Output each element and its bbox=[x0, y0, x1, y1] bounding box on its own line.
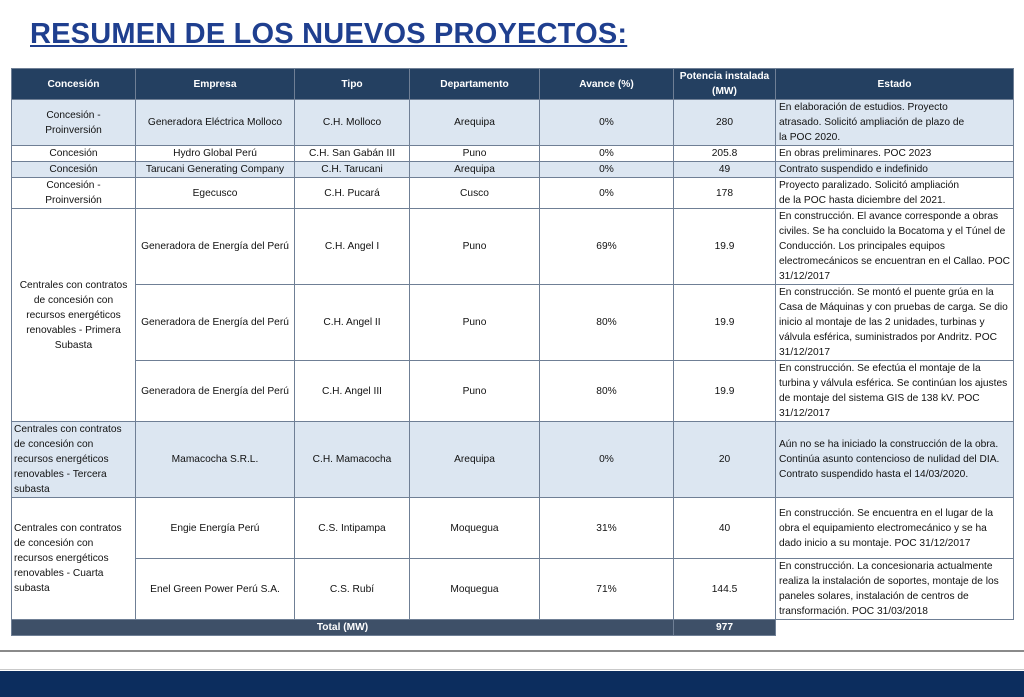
tipo-cell: C.H. Molloco bbox=[295, 100, 410, 146]
concesion-line: Concesión - bbox=[46, 109, 101, 121]
total-empty-cell bbox=[776, 620, 1014, 636]
table-row bbox=[12, 178, 1014, 209]
estado-line: En construcción. El avance corresponde a obras bbox=[779, 211, 999, 222]
estado-line: Conducción. Los principales equipos bbox=[779, 241, 945, 252]
table-row bbox=[12, 162, 1014, 178]
header-avance: Avance (%) bbox=[540, 69, 674, 100]
estado-line: la POC 2020. bbox=[779, 132, 841, 143]
potencia-cell: 178 bbox=[674, 178, 776, 209]
total-label: Total (MW) bbox=[12, 620, 674, 636]
departamento-cell: Puno bbox=[410, 209, 540, 285]
empresa-cell: Hydro Global Perú bbox=[136, 146, 295, 162]
avance-cell: 69% bbox=[540, 209, 674, 285]
concesion-line: Concesión - bbox=[46, 180, 101, 191]
concesion-cell bbox=[12, 100, 136, 146]
estado-line: paneles solares, instalación de centros de bbox=[779, 591, 969, 602]
concesion-line: recursos energéticos bbox=[14, 553, 109, 564]
departamento-cell: Puno bbox=[410, 361, 540, 422]
tipo-cell: C.H. Angel I bbox=[295, 209, 410, 285]
concesion-line: subasta bbox=[14, 484, 50, 495]
estado-cell bbox=[776, 361, 1014, 422]
tipo-cell: C.H. Mamacocha bbox=[295, 422, 410, 498]
tipo-cell: C.H. Angel II bbox=[295, 285, 410, 361]
header-potencia bbox=[674, 69, 776, 100]
header-potencia-line-1: Potencia instalada bbox=[679, 71, 770, 82]
tipo-cell: C.H. Angel III bbox=[295, 361, 410, 422]
header-potencia-line-2: (MW) bbox=[712, 86, 737, 97]
footer-bar bbox=[0, 671, 1024, 697]
empresa-cell: Generadora de Energía del Perú bbox=[136, 209, 295, 285]
concesion-cell bbox=[12, 422, 136, 498]
estado-line: civiles. Se ha concluido la Bocatoma y el Túnel de bbox=[779, 226, 1006, 237]
potencia-cell: 19.9 bbox=[674, 361, 776, 422]
avance-cell: 71% bbox=[540, 559, 674, 620]
avance-cell: 0% bbox=[540, 162, 674, 178]
estado-line: obra el equipamiento electromecánico y se ha bbox=[779, 522, 987, 534]
departamento-cell: Moquegua bbox=[410, 559, 540, 620]
estado-line: Proyecto paralizado. Solicitó ampliación bbox=[779, 180, 960, 191]
estado-line: 31/12/2017 bbox=[779, 408, 830, 419]
tipo-cell: C.H. Pucará bbox=[295, 178, 410, 209]
estado-line: En elaboración de estudios. Proyecto bbox=[779, 102, 948, 113]
header-row bbox=[12, 69, 1014, 100]
concesion-line: de concesión con bbox=[33, 294, 114, 306]
table-row bbox=[12, 498, 1014, 559]
concesion-line: renovables - Primera bbox=[26, 324, 121, 336]
potencia-cell: 280 bbox=[674, 100, 776, 146]
estado-cell bbox=[776, 422, 1014, 498]
table-row bbox=[12, 209, 1014, 285]
concesion-line: de concesión con bbox=[14, 439, 94, 450]
table-row bbox=[12, 146, 1014, 162]
estado-line: atrasado. Solicitó ampliación de plazo de bbox=[779, 117, 965, 128]
concesion-line: renovables - Cuarta bbox=[14, 568, 104, 579]
estado-cell: Contrato suspendido e indefinido bbox=[776, 162, 1014, 178]
estado-cell bbox=[776, 178, 1014, 209]
avance-cell: 0% bbox=[540, 100, 674, 146]
estado-line: Casa de Máquinas y con pruebas de carga. Se dio bbox=[779, 302, 1008, 313]
estado-line: inicio al montaje de las 2 unidades, turbinas y bbox=[779, 317, 985, 328]
departamento-cell: Moquegua bbox=[410, 498, 540, 559]
concesion-line: Subasta bbox=[54, 339, 93, 351]
potencia-cell: 20 bbox=[674, 422, 776, 498]
total-row bbox=[12, 620, 1014, 636]
potencia-cell: 19.9 bbox=[674, 285, 776, 361]
empresa-cell: Generadora de Energía del Perú bbox=[136, 361, 295, 422]
projects-table bbox=[11, 68, 1014, 636]
header-departamento: Departamento bbox=[410, 69, 540, 100]
estado-cell bbox=[776, 209, 1014, 285]
concesion-line: subasta bbox=[14, 583, 50, 594]
avance-cell: 31% bbox=[540, 498, 674, 559]
concesion-cell: Concesión bbox=[12, 162, 136, 178]
header-tipo: Tipo bbox=[295, 69, 410, 100]
concesion-line: de concesión con bbox=[14, 538, 94, 549]
empresa-cell: Generadora de Energía del Perú bbox=[136, 285, 295, 361]
avance-cell: 80% bbox=[540, 361, 674, 422]
concesion-cell bbox=[12, 209, 136, 422]
tipo-cell: C.H. San Gabán III bbox=[295, 146, 410, 162]
empresa-cell: Egecusco bbox=[136, 178, 295, 209]
estado-cell bbox=[776, 498, 1014, 559]
concesion-line: renovables - Tercera bbox=[14, 469, 107, 480]
table-row bbox=[12, 285, 1014, 361]
departamento-cell: Arequipa bbox=[410, 100, 540, 146]
avance-cell: 80% bbox=[540, 285, 674, 361]
page-title: RESUMEN DE LOS NUEVOS PROYECTOS: bbox=[30, 18, 628, 50]
empresa-cell: Mamacocha S.R.L. bbox=[136, 422, 295, 498]
estado-line: dado inicio a su montaje. POC 31/12/2017 bbox=[779, 537, 971, 549]
estado-cell bbox=[776, 100, 1014, 146]
concesion-cell: Concesión bbox=[12, 146, 136, 162]
estado-cell: En obras preliminares. POC 2023 bbox=[776, 146, 1014, 162]
avance-cell: 0% bbox=[540, 422, 674, 498]
estado-line: turbina y válvula esférica. Se continúan los ajustes bbox=[779, 378, 1008, 389]
departamento-cell: Puno bbox=[410, 146, 540, 162]
estado-line: Aún no se ha iniciado la construcción de la obra. bbox=[779, 439, 999, 450]
concesion-line: recursos energéticos bbox=[26, 309, 121, 321]
table-row bbox=[12, 422, 1014, 498]
estado-line: En construcción. Se efectúa el montaje de la bbox=[779, 363, 981, 374]
potencia-cell: 205.8 bbox=[674, 146, 776, 162]
empresa-cell: Tarucani Generating Company bbox=[136, 162, 295, 178]
estado-line: válvula esférica, suministrados por Andritz. POC bbox=[779, 332, 997, 343]
estado-line: En construcción. La concesionaria actualmente bbox=[779, 561, 993, 572]
estado-line: transformación. POC 31/03/2018 bbox=[779, 606, 928, 617]
tipo-cell: C.S. Intipampa bbox=[295, 498, 410, 559]
estado-cell bbox=[776, 285, 1014, 361]
potencia-cell: 144.5 bbox=[674, 559, 776, 620]
empresa-cell: Enel Green Power Perú S.A. bbox=[136, 559, 295, 620]
concesion-line: Proinversión bbox=[45, 124, 102, 136]
estado-line: En construcción. Se montó el puente grúa en la bbox=[779, 287, 994, 298]
departamento-cell: Arequipa bbox=[410, 422, 540, 498]
potencia-cell: 40 bbox=[674, 498, 776, 559]
estado-line: realiza la instalación de soportes, montaje de los bbox=[779, 576, 999, 587]
header-estado: Estado bbox=[776, 69, 1014, 100]
departamento-cell: Cusco bbox=[410, 178, 540, 209]
departamento-cell: Arequipa bbox=[410, 162, 540, 178]
tipo-cell: C.S. Rubí bbox=[295, 559, 410, 620]
header-concesion: Concesión bbox=[12, 69, 136, 100]
empresa-cell: Engie Energía Perú bbox=[136, 498, 295, 559]
estado-line: electromecánicos se encuentran en el Callao. POC bbox=[779, 256, 1011, 267]
estado-cell bbox=[776, 559, 1014, 620]
avance-cell: 0% bbox=[540, 146, 674, 162]
concesion-line: recursos energéticos bbox=[14, 454, 109, 465]
header-empresa: Empresa bbox=[136, 69, 295, 100]
potencia-cell: 19.9 bbox=[674, 209, 776, 285]
table-row bbox=[12, 100, 1014, 146]
empresa-cell: Generadora Eléctrica Molloco bbox=[136, 100, 295, 146]
estado-line: de la POC hasta diciembre del 2021. bbox=[779, 195, 946, 206]
estado-line: Contrato suspendido hasta el 14/03/2020. bbox=[779, 469, 969, 480]
total-value: 977 bbox=[674, 620, 776, 636]
estado-line: 31/12/2017 bbox=[779, 347, 830, 358]
concesion-cell bbox=[12, 498, 136, 620]
footer-divider bbox=[0, 650, 1024, 670]
concesion-line: Proinversión bbox=[45, 195, 102, 206]
avance-cell: 0% bbox=[540, 178, 674, 209]
estado-line: Continúa asunto contencioso de nulidad del DIA. bbox=[779, 454, 1000, 465]
concesion-line: Centrales con contratos bbox=[14, 523, 122, 534]
estado-line: de montaje del sistema GIS de 138 kV. POC bbox=[779, 393, 980, 404]
concesion-line: Centrales con contratos bbox=[14, 424, 122, 435]
table-row bbox=[12, 361, 1014, 422]
estado-line: 31/12/2017 bbox=[779, 271, 830, 282]
estado-line: En construcción. Se encuentra en el lugar de la bbox=[779, 507, 994, 519]
concesion-cell bbox=[12, 178, 136, 209]
potencia-cell: 49 bbox=[674, 162, 776, 178]
departamento-cell: Puno bbox=[410, 285, 540, 361]
concesion-line: Centrales con contratos bbox=[19, 279, 128, 291]
tipo-cell: C.H. Tarucani bbox=[295, 162, 410, 178]
table-row bbox=[12, 559, 1014, 620]
